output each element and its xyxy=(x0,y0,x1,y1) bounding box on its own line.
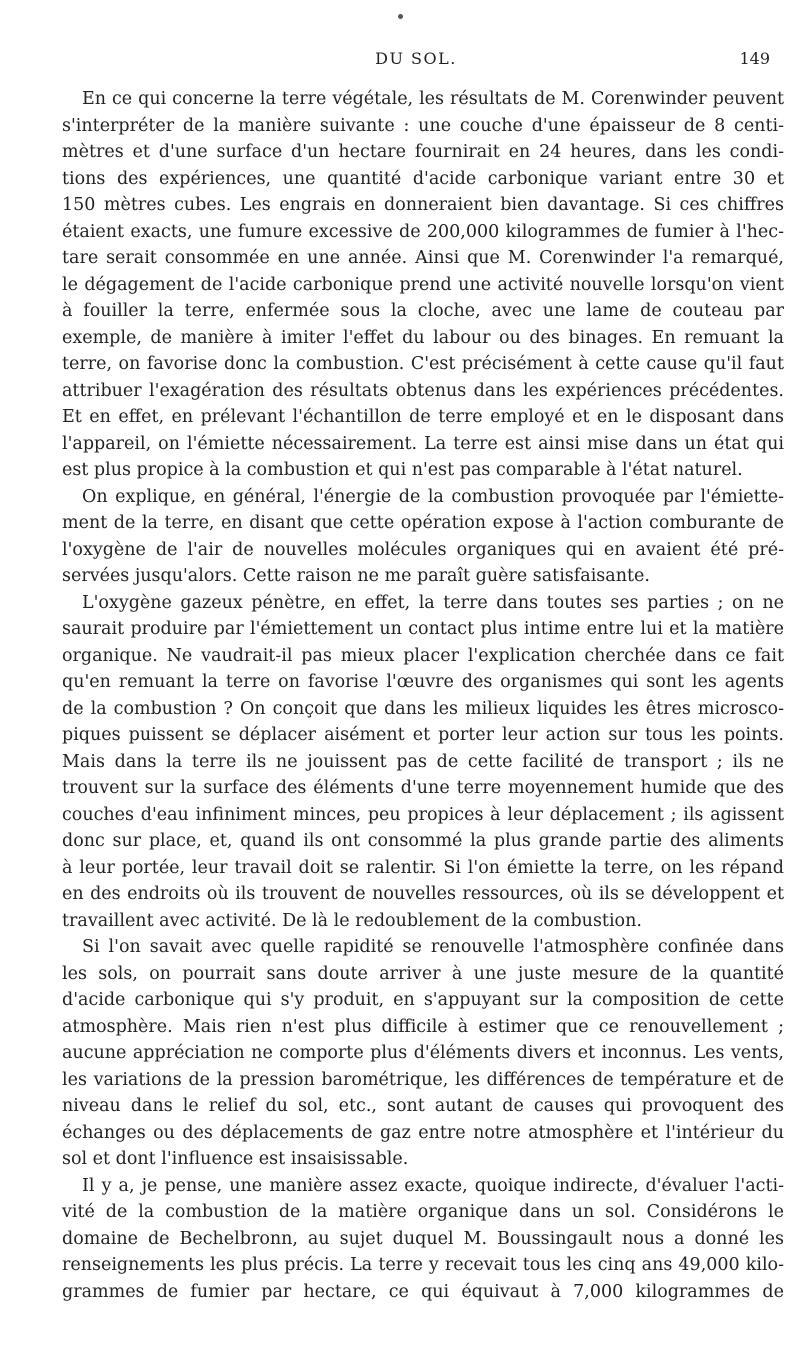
text-line: En ce qui concerne la terre végétale, les résultats de M. Corenwinder peuvent xyxy=(82,89,784,109)
text-line: niveau dans le relief du sol, etc., sont autant de causes qui provoquent des xyxy=(62,1096,784,1116)
text-line: atmosphère. Mais rien n'est plus difficile à estimer que ce renouvellement ; xyxy=(62,1016,784,1037)
text-line: Si l'on savait avec quelle rapidité se renouvelle l'atmosphère confinée dans xyxy=(82,937,784,957)
text-line: aucune appréciation ne comporte plus d'éléments divers et inconnus. Les vents, xyxy=(62,1043,784,1063)
text-line: de la combustion ? On conçoit que dans les milieux liquides les êtres microsco- xyxy=(62,698,784,719)
text-line: d'acide carbonique qui s'y produit, en s'appuyant sur la composition de cette xyxy=(62,990,784,1010)
running-title: DU SOL. xyxy=(375,49,457,68)
page-number: 149 xyxy=(739,49,770,68)
text-line: à leur portée, leur travail doit se ralentir. Si l'on émiette la terre, on les répand xyxy=(62,857,784,878)
text-line: s'interpréter de la manière suivante : une couche d'une épaisseur de 8 centi- xyxy=(62,115,784,136)
text-line: saurait produire par l'émiettement un contact plus intime entre lui et la matière xyxy=(62,619,784,639)
text-line: couches d'eau infiniment minces, peu propices à leur déplacement ; ils agissent xyxy=(62,804,784,825)
text-line: travaillent avec activité. De là le redoublement de la combustion. xyxy=(62,910,642,931)
ink-speck xyxy=(398,14,403,19)
text-line: les variations de la pression barométrique, les différences de température et de xyxy=(62,1069,784,1090)
text-line: donc sur place, et, quand ils ont consommé la plus grande partie des aliments xyxy=(62,831,784,851)
text-line: grammes de fumier par hectare, ce qui équivaut à 7,000 kilogrammes de xyxy=(62,1281,784,1302)
text-line: à fouiller la terre, enfermée sous la cloche, avec une lame de couteau par xyxy=(62,301,784,321)
text-line: étaient exacts, une fumure excessive de 200,000 kilogrammes de fumier à l'hec- xyxy=(62,221,784,242)
text-line: 150 mètres cubes. Les engrais en donneraient bien davantage. Si ces chiffres xyxy=(62,195,784,215)
text-line: On explique, en général, l'énergie de la combustion provoquée par l'émiette- xyxy=(82,486,784,507)
text-line: L'oxygène gazeux pénètre, en effet, la terre dans toutes ses parties ; on ne xyxy=(82,592,784,613)
text-line: mètres et d'une surface d'un hectare fournirait en 24 heures, dans les condi- xyxy=(62,142,784,162)
text-line: domaine de Bechelbronn, au sujet duquel M. Boussingault nous a donné les xyxy=(62,1228,784,1249)
text-line: ment de la terre, en disant que cette opération expose à l'action comburante de xyxy=(62,513,784,533)
text-line: organique. Ne vaudrait-il pas mieux placer l'explication cherchée dans ce fait xyxy=(62,645,784,666)
text-line: sol et dont l'influence est insaisissable. xyxy=(62,1149,409,1169)
text-line: les sols, on pourrait sans doute arriver à une juste mesure de la quantité xyxy=(62,963,784,984)
text-line: tions des expériences, une quantité d'acide carbonique variant entre 30 et xyxy=(62,168,784,189)
text-line: renseignements les plus précis. La terre y recevait tous les cinq ans 49,000 kilo- xyxy=(62,1255,784,1275)
text-line: trouvent sur la surface des éléments d'une terre moyennement humide que des xyxy=(62,778,784,798)
text-line: piques puissent se déplacer aisément et porter leur action sur tous les points. xyxy=(62,725,784,745)
text-line: l'oxygène de l'air de nouvelles molécules organiques qui en avaient été pré- xyxy=(62,539,784,560)
text-line: l'appareil, on l'émiette nécessairement. La terre est ainsi mise dans un état qui xyxy=(62,433,784,454)
text-line: Mais dans la terre ils ne jouissent pas de cette facilité de transport ; ils ne xyxy=(62,751,784,772)
text-line: tare serait consommée en une année. Ainsi que M. Corenwinder l'a remarqué, xyxy=(62,248,784,268)
text-line: vité de la combustion de la matière organique dans un sol. Considérons le xyxy=(62,1202,784,1222)
text-line: échanges ou des déplacements de gaz entre notre atmosphère et l'intérieur du xyxy=(62,1122,784,1143)
text-line: le dégagement de l'acide carbonique prend une activité nouvelle lorsqu'on vient xyxy=(62,274,784,295)
text-line: est plus propice à la combustion et qui n'est pas comparable à l'état naturel. xyxy=(62,460,743,480)
running-head xyxy=(62,49,770,73)
text-line: Il y a, je pense, une manière assez exacte, quoique indirecte, d'évaluer l'acti- xyxy=(82,1175,784,1196)
text-line: attribuer l'exagération des résultats obtenus dans les expériences précédentes. xyxy=(62,380,784,401)
text-line: terre, on favorise donc la combustion. C'est précisément à cette cause qu'il faut xyxy=(62,354,784,374)
body-text xyxy=(62,86,784,1305)
text-line: Et en effet, en prélevant l'échantillon de terre employé et en le disposant dans xyxy=(62,407,784,427)
text-line: servées jusqu'alors. Cette raison ne me paraît guère satisfaisante. xyxy=(62,566,650,586)
text-line: qu'en remuant la terre on favorise l'œuvre des organismes qui sont les agents xyxy=(62,672,784,692)
text-line: exemple, de manière à imiter l'effet du labour ou des binages. En remuant la xyxy=(62,327,784,348)
text-line: en des endroits où ils trouvent de nouvelles ressources, où ils se développent et xyxy=(62,884,784,904)
